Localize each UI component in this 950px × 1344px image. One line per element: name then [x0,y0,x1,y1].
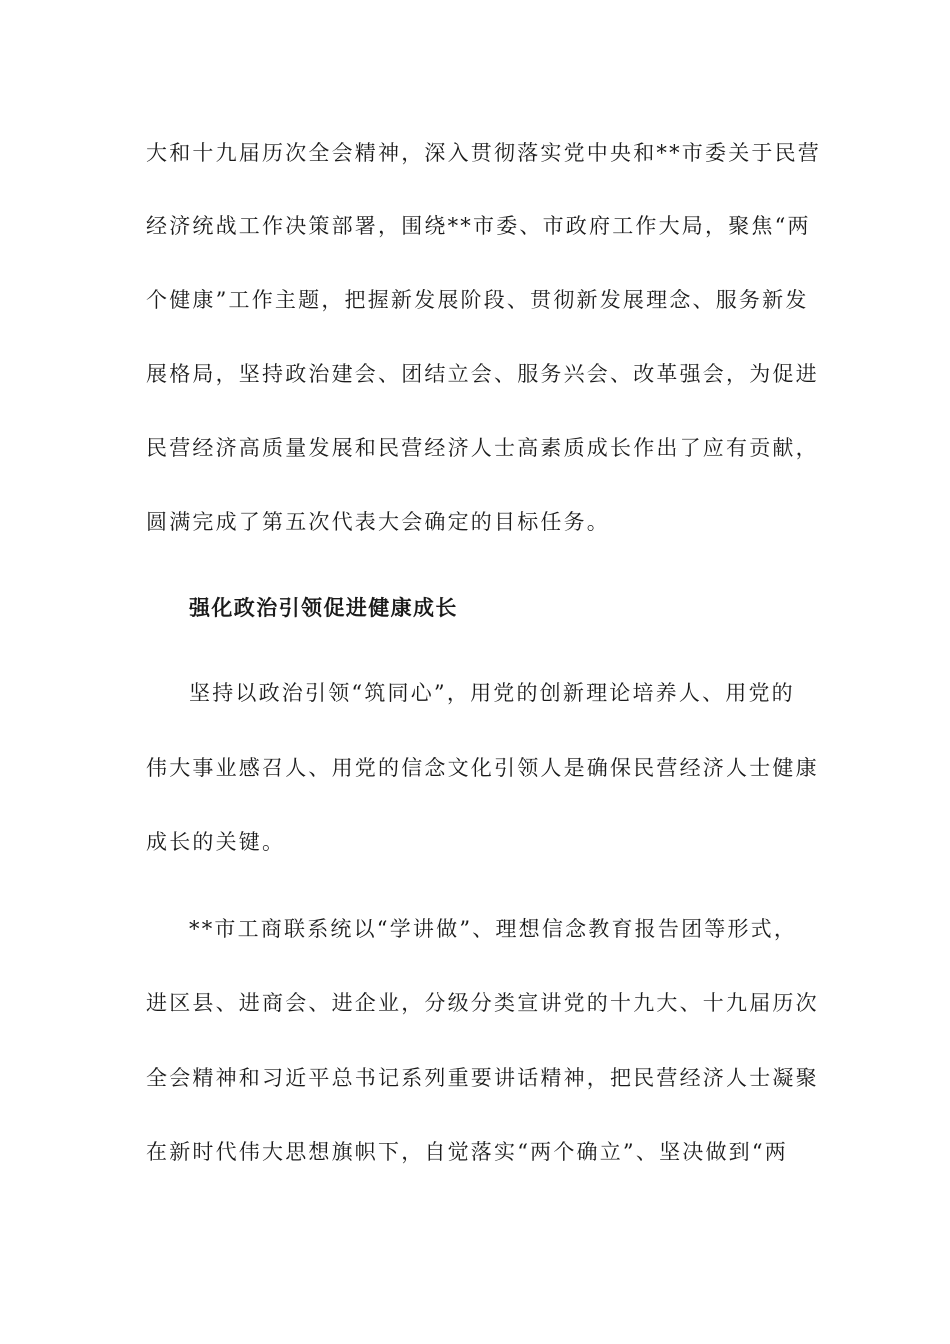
paragraph-1-line-3: 个健康”工作主题，把握新发展阶段、贯彻新发展理念、服务新发 [146,288,809,312]
paragraph-1-line-6: 圆满完成了第五次代表大会确定的目标任务。 [146,510,610,534]
paragraph-3-line-4: 在新时代伟大思想旗帜下，自觉落实“两个确立”、坚决做到“两 [146,1140,789,1164]
paragraph-3-line-3: 全会精神和习近平总书记系列重要讲话精神，把民营经济人士凝聚 [146,1066,819,1090]
paragraph-2-line-3: 成长的关键。 [146,830,286,854]
paragraph-1-line-2: 经济统战工作决策部署，围绕**市委、市政府工作大局，聚焦“两 [146,214,811,238]
section-heading: 强化政治引领促进健康成长 [189,596,458,620]
paragraph-3-line-1: **市工商联系统以“学讲做”、理想信念教育报告团等形式， [189,917,798,941]
paragraph-3-line-2: 进区县、进商会、进企业，分级分类宣讲党的十九大、十九届历次 [146,991,819,1015]
paragraph-1-line-5: 民营经济高质量发展和民营经济人士高素质成长作出了应有贡献， [146,436,819,460]
paragraph-2-line-1: 坚持以政治引领“筑同心”，用党的创新理论培养人、用党的 [189,681,795,705]
paragraph-1-line-1: 大和十九届历次全会精神，深入贯彻落实党中央和**市委关于民营 [146,141,821,165]
paragraph-1-line-4: 展格局，坚持政治建会、团结立会、服务兴会、改革强会，为促进 [146,362,819,386]
paragraph-2-line-2: 伟大事业感召人、用党的信念文化引领人是确保民营经济人士健康 [146,756,819,780]
